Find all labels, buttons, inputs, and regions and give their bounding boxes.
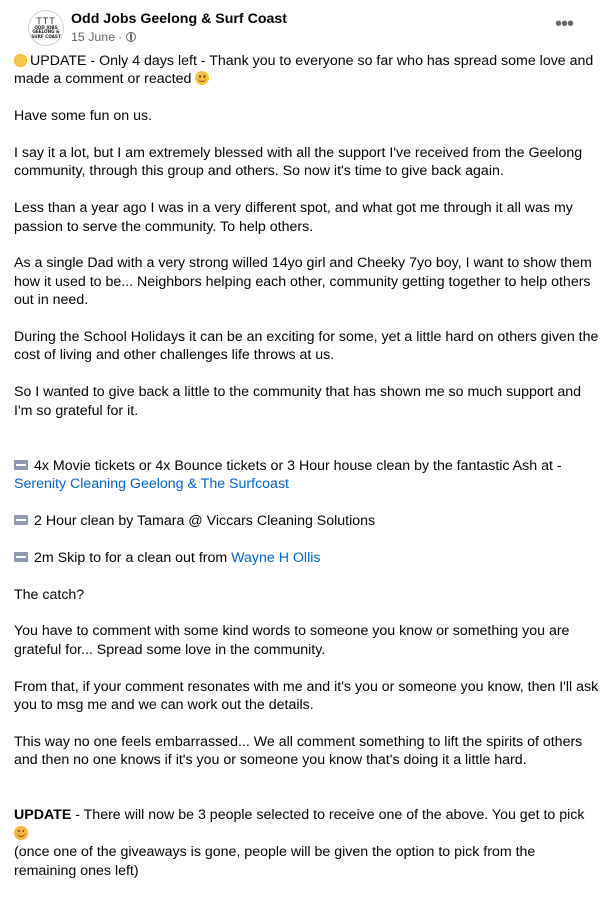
meta-separator: ·	[118, 30, 123, 44]
post-body	[14, 52, 599, 898]
update-text: UPDATE - Only 4 days left - Thank you to everyone so far who has spread some love and made a comment or reacted	[14, 53, 594, 88]
post-paragraph: I say it a lot, but I am extremely blessed with all the support I've received from the Geelong community, through this group and others. So now it's time to give back again.	[14, 145, 583, 180]
post-paragraph: As a single Dad with a very strong willed 14yo girl and Cheeky 7yo boy, I want to show them how it used to be... Neighbors helping each other, community getting together to help others out in need.	[14, 255, 592, 309]
page-avatar[interactable]	[28, 10, 64, 46]
sun-emoji-icon	[14, 54, 27, 67]
post-date[interactable]: 15 June	[71, 30, 116, 44]
post-paragraph: The catch?	[14, 586, 85, 603]
item-text: 2m Skip to for a clean out from	[34, 549, 232, 566]
dash-bullet-icon	[14, 515, 28, 525]
page-name-link[interactable]: Odd Jobs Geelong & Surf Coast	[71, 11, 287, 27]
dash-bullet-icon	[14, 552, 28, 562]
post-paragraph-update-2	[14, 806, 599, 880]
post-paragraph: Have some fun on us.	[14, 108, 153, 125]
post-meta	[71, 30, 136, 44]
post-header	[14, 0, 597, 50]
update-text: - There will now be 3 people selected to receive one of the above. You get to pick	[71, 807, 585, 824]
update-tail-text: (once one of the giveaways is gone, people will be given the option to pick from the remaining ones left)	[14, 844, 536, 879]
post-paragraph: This way no one feels embarrassed... We all comment something to lift the spirits of others and then no one knows if it's you or someone you know that's doing it a little hard.	[14, 733, 583, 769]
post-paragraph: You have to comment with some kind words to someone you know or something you are grateful for... Spread some love in the community.	[14, 623, 570, 658]
globe-icon[interactable]	[126, 32, 136, 42]
item-text: 2 Hour clean by Tamara @ Viccars Cleaning Solutions	[34, 513, 376, 530]
spacer	[14, 788, 599, 806]
smile-emoji-icon	[14, 826, 28, 840]
smile-emoji-icon	[195, 71, 209, 85]
tools-icon: TTT	[36, 15, 56, 26]
dash-bullet-icon	[14, 460, 28, 470]
more-options-icon[interactable]: •••	[554, 13, 573, 35]
giveaway-item-1	[14, 457, 599, 494]
item-text: 4x Movie tickets or 4x Bounce tickets or 3 Hour house clean by the fantastic Ash at -	[34, 457, 562, 474]
giveaway-item-3	[14, 549, 599, 567]
post-paragraph: From that, if your comment resonates with me and it's you or someone you know, then I'll ask you to msg me and we can work out the details.	[14, 678, 599, 714]
post-paragraph: Less than a year ago I was in a very different spot, and what got me through it all was my passion to serve the community. To help others.	[14, 200, 573, 235]
post-paragraph: During the School Holidays it can be an exciting for some, yet a little hard on others given the cost of living and other challenges life throws at us.	[14, 329, 599, 364]
giveaway-item-2	[14, 512, 599, 530]
serenity-cleaning-link[interactable]: Serenity Cleaning Geelong & The Surfcoast	[14, 476, 289, 493]
update-label: UPDATE	[14, 807, 72, 824]
wayne-h-ollis-link[interactable]: Wayne H Ollis	[231, 549, 321, 566]
spacer	[14, 438, 599, 456]
post-paragraph-update	[14, 52, 599, 89]
post-paragraph: So I wanted to give back a little to the community that has shown me so much support and I'm so grateful for it.	[14, 384, 582, 419]
avatar-brand-text: ODD JOBS GEELONG & SURF COAST	[31, 24, 61, 39]
